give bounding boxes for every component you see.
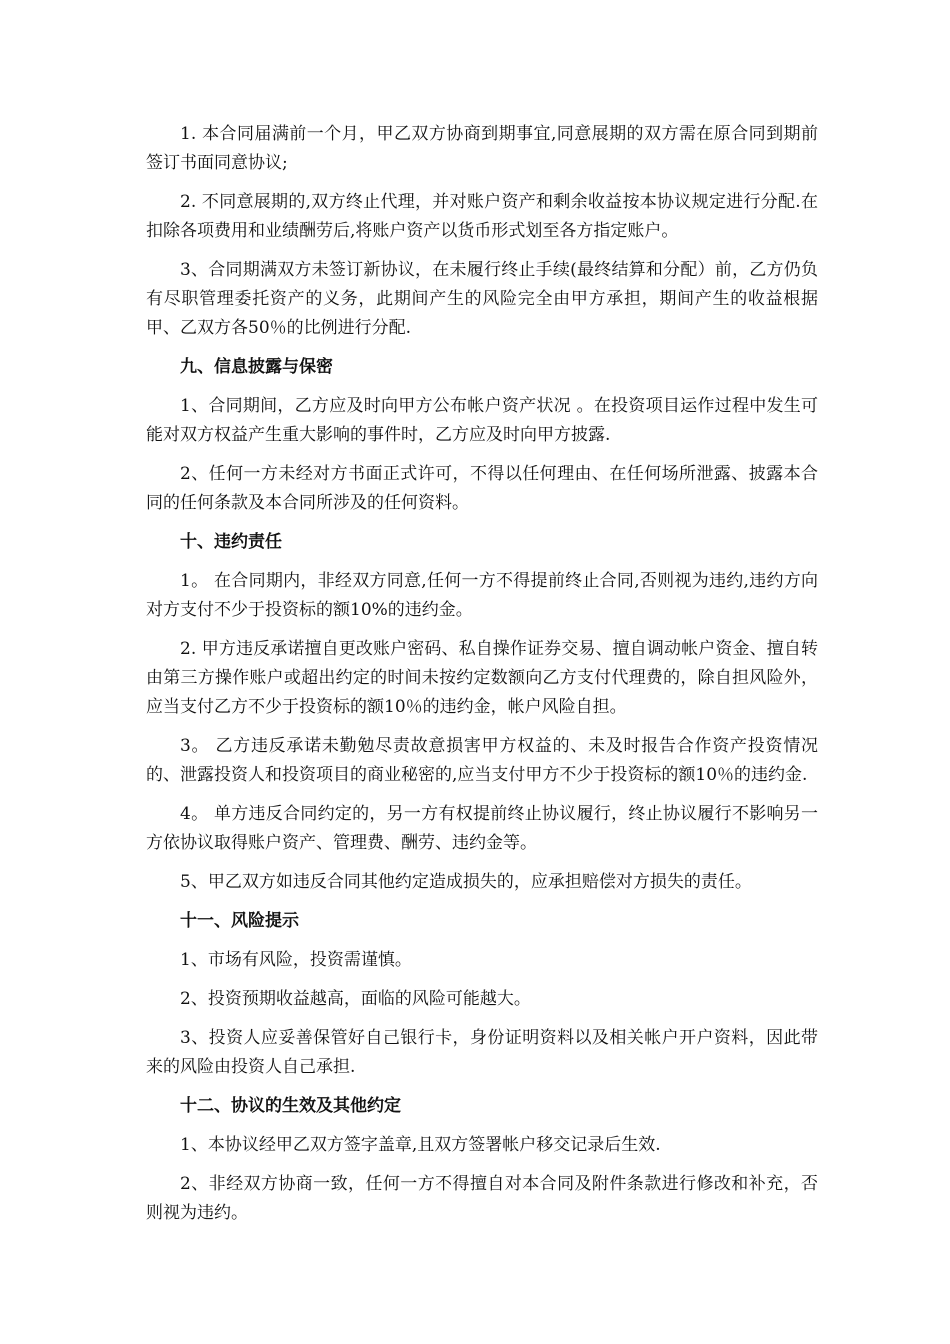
clause-8-3: 3、合同期满双方未签订新协议，在未履行终止手续(最终结算和分配）前，乙方仍负有尽职管理委托资产的义务，此期间产生的风险完全由甲方承担，期间产生的收益根据甲、乙双方各50％的比例进行分配. (146, 260, 818, 338)
clause-11-1: 1、市场有风险，投资需谨慎。 (180, 950, 412, 970)
section-10-heading: 十、违约责任 (180, 532, 282, 552)
clause-10-4: 4。 单方违反合同约定的，另一方有权提前终止协议履行，终止协议履行不影响另一方依协议取得账户资产、管理费、酬劳、违约金等。 (146, 804, 818, 853)
clause-11-3: 3、投资人应妥善保管好自己银行卡，身份证明资料以及相关帐户开户资料，因此带来的风险由投资人自己承担. (146, 1028, 818, 1077)
document-body (146, 120, 818, 1238)
clause-11-2: 2、投资预期收益越高，面临的风险可能越大。 (180, 989, 531, 1009)
clause-10-5: 5、甲乙双方如违反合同其他约定造成损失的，应承担赔偿对方损失的责任。 (180, 872, 752, 892)
clause-12-1: 1、本协议经甲乙双方签字盖章,且双方签署帐户移交记录后生效. (180, 1135, 661, 1155)
section-12-heading: 十二、协议的生效及其他约定 (180, 1096, 401, 1116)
clause-9-1: 1、合同期间，乙方应及时向甲方公布帐户资产状况 。在投资项目运作过程中发生可能对双方权益产生重大影响的事件时，乙方应及时向甲方披露. (146, 396, 818, 445)
section-11-heading: 十一、风险提示 (180, 911, 299, 931)
clause-12-2: 2、非经双方协商一致，任何一方不得擅自对本合同及附件条款进行修改和补充，否则视为违约。 (146, 1174, 818, 1223)
clause-9-2: 2、任何一方未经对方书面正式许可，不得以任何理由、在任何场所泄露、披露本合同的任何条款及本合同所涉及的任何资料。 (146, 464, 818, 513)
section-9-heading: 九、信息披露与保密 (180, 357, 333, 377)
clause-10-2: 2. 甲方违反承诺擅自更改账户密码、私自操作证券交易、擅自调动帐户资金、擅自转由第三方操作账户或超出约定的时间未按约定数额向乙方支付代理费的，除自担风险外，应当支付乙方不少于投资标的额10％的违约金，帐户风险自担。 (146, 639, 818, 717)
clause-10-3: 3。 乙方违反承诺未勤勉尽责故意损害甲方权益的、未及时报告合作资产投资情况的、泄露投资人和投资项目的商业秘密的,应当支付甲方不少于投资标的额10％的违约金. (146, 736, 818, 785)
clause-8-1: 1. 本合同届满前一个月，甲乙双方协商到期事宜,同意展期的双方需在原合同到期前签订书面同意协议; (146, 124, 818, 173)
clause-10-1: 1。 在合同期内，非经双方同意,任何一方不得提前终止合同,否则视为违约,违约方向对方支付不少于投资标的额10%的违约金。 (146, 571, 818, 620)
clause-8-2: 2. 不同意展期的,双方终止代理，并对账户资产和剩余收益按本协议规定进行分配.在扣除各项费用和业绩酬劳后,将账户资产以货币形式划至各方指定账户。 (146, 192, 818, 241)
